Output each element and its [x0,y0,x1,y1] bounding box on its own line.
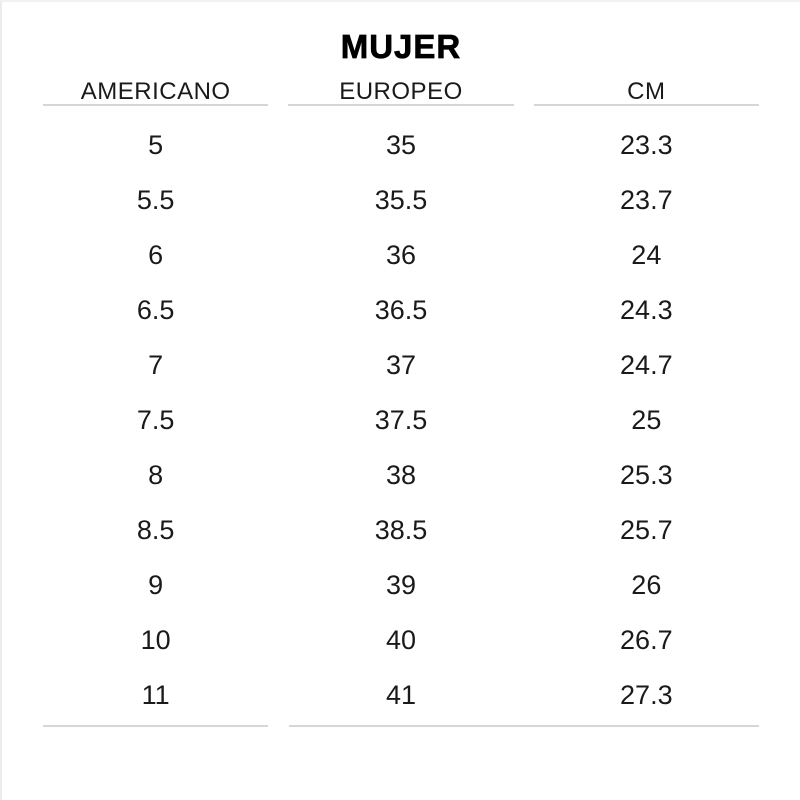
table-row [43,503,759,558]
table-row [43,173,759,228]
table-row [43,283,759,338]
table-row [43,558,759,613]
cell-americano: 8 [148,460,164,490]
cell-europeo: 37 [385,350,417,380]
cell-cm: 24.3 [620,295,673,325]
column-header-cm: CM [534,78,759,106]
cell-cm: 24.7 [620,350,673,380]
column-header-europeo: EUROPEO [288,78,513,106]
cell-cm: 25.7 [620,515,673,545]
cell-cm: 26 [631,570,662,600]
cell-europeo: 36.5 [374,295,428,325]
table-row [43,448,759,503]
size-table [43,78,759,723]
cell-americano: 11 [141,680,170,710]
table-row [43,228,759,283]
cell-europeo: 35.5 [374,185,428,215]
cell-americano: 6 [148,240,164,270]
cell-europeo: 40 [385,625,417,655]
cell-europeo: 41 [385,680,417,710]
cell-cm: 24 [631,240,662,270]
cell-americano: 9 [148,570,164,600]
cell-americano: 7 [148,350,164,380]
cell-americano: 8.5 [136,515,175,545]
table-row [43,613,759,668]
cell-europeo: 35 [385,130,417,160]
cell-americano: 6.5 [136,295,175,325]
table-row [43,393,759,448]
cell-europeo: 37.5 [374,405,428,435]
bottom-rule-americano [43,725,268,727]
bottom-rule-europeo-cm [289,725,759,727]
cell-cm: 26.7 [620,625,673,655]
page-title: MUJER [340,28,462,65]
cell-cm: 25.3 [620,460,673,490]
table-row [43,118,759,173]
cell-europeo: 39 [385,570,417,600]
cell-americano: 5 [148,130,164,160]
cell-europeo: 36 [385,240,417,270]
cell-cm: 23.7 [620,185,673,215]
cell-americano: 10 [140,625,171,655]
cell-cm: 27.3 [620,680,673,710]
cell-cm: 23.3 [620,130,673,160]
cell-americano: 7.5 [136,405,175,435]
header-row [43,78,759,106]
table-row [43,668,759,723]
table-row [43,338,759,393]
cell-europeo: 38 [385,460,417,490]
table-body [43,106,759,723]
cell-europeo: 38.5 [374,515,428,545]
column-header-americano: AMERICANO [43,78,268,106]
cell-cm: 25 [631,405,662,435]
cell-americano: 5.5 [136,185,175,215]
